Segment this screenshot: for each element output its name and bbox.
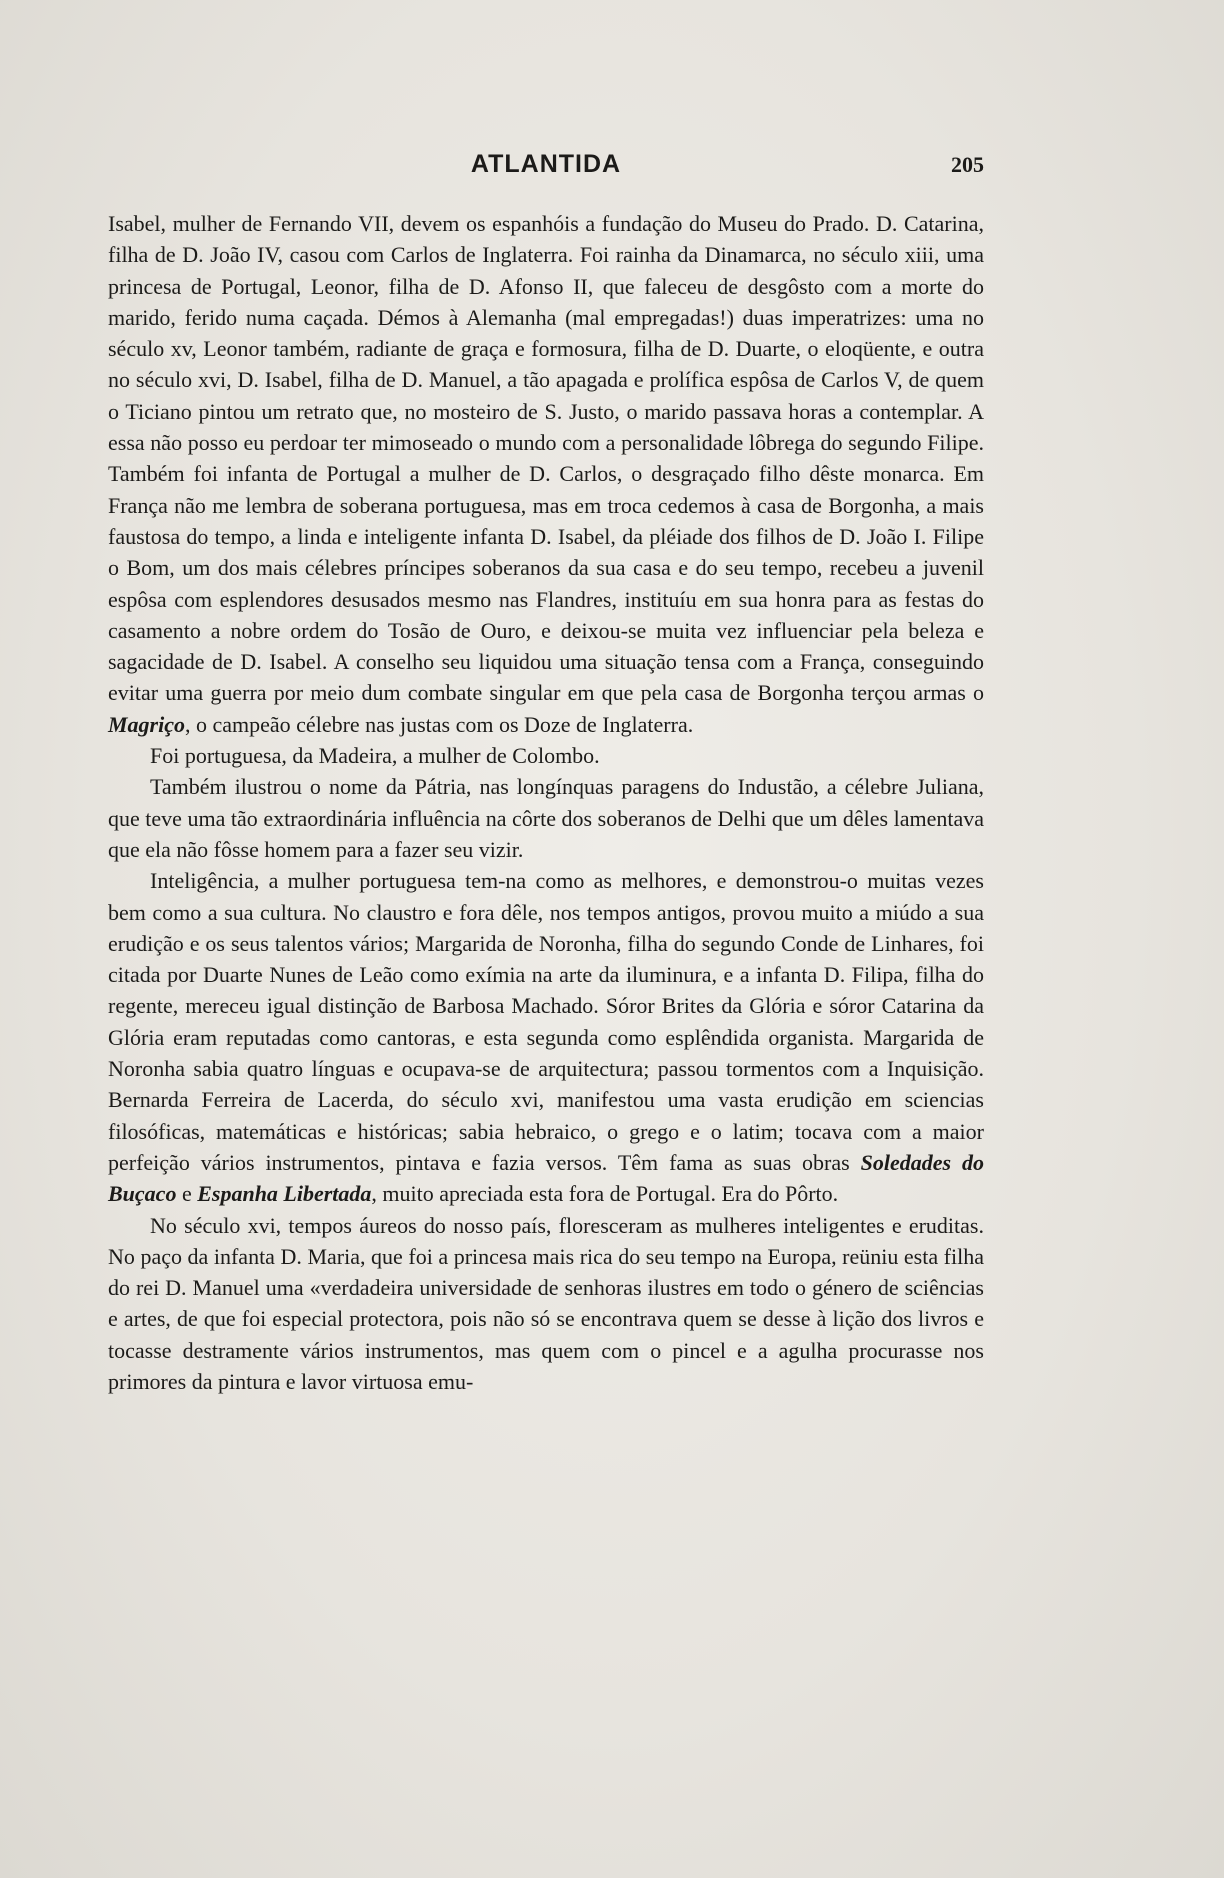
text-run: Inteligência, a mulher portuguesa tem-na como as melhores, e demonstrou-o muitas vezes bem como a sua cultura. No claustro e fora dêle, nos tempos antigos, provou muito a miúdo a sua erudição e os seus talentos vários; Margarida de Noronha, filha do segundo Conde de Linhares, foi citada por Duarte Nunes de Leão como exímia na arte da iluminura, e a infanta D. Filipa, filha do regente, mereceu igual distinção de Barbosa Machado. Sóror Brites da Glória e sóror Catarina da Glória eram reputadas como cantoras, e esta segunda como esplêndida organista. Margarida de Noronha sabia quatro línguas e ocupava-se de arquitectura; passou tormentos com a Inquisição. Bernarda Ferreira de Lacerda, do século xvi, manifestou uma vasta erudição em sciencias filosóficas, matemáticas e históricas; sabia hebraico, o grego e o latim; tocava com a maior perfeição vários instrumentos, pintava e fazia versos. Têm fama as suas obras bbox=[108, 868, 984, 1175]
paragraph bbox=[108, 1210, 984, 1398]
running-header bbox=[108, 150, 984, 190]
running-title: ATLANTIDA bbox=[470, 150, 622, 178]
text-run: , o campeão célebre nas justas com os Doze de Inglaterra. bbox=[185, 711, 694, 737]
italic-title: Soledades do Buçaco bbox=[108, 1149, 984, 1207]
page-number: 205 bbox=[951, 152, 984, 177]
italic-title: Magriço bbox=[108, 711, 185, 737]
body-text bbox=[108, 208, 984, 1397]
italic-title: Espanha Libertada bbox=[197, 1181, 372, 1207]
paragraph bbox=[108, 771, 984, 865]
paragraph bbox=[108, 208, 984, 740]
paragraph bbox=[108, 865, 984, 1209]
text-run: Isabel, mulher de Fernando VII, devem os espanhóis a fundação do Museu do Prado. D. Catarina, filha de D. João IV, casou com Carlos de Inglaterra. Foi rainha da Dinamarca, no século xiii, uma princesa de Portugal, Leonor, filha de D. Afonso II, que faleceu de desgôsto com a morte do marido, ferido numa caçada. Démos à Alemanha (mal empregadas!) duas imperatrizes: uma no século xv, Leonor também, radiante de graça e formosura, filha de D. Duarte, o eloqüente, e outra no século xvi, D. Isabel, filha de D. Manuel, a tão apagada e prolífica espôsa de Carlos V, de quem o Ticiano pintou um retrato que, no mosteiro de S. Justo, o marido passava horas a contemplar. A essa não posso eu perdoar ter mimoseado o mundo com a personalidade lôbrega do segundo Filipe. Também foi infanta de Portugal a mulher de D. Carlos, o desgraçado filho dêste monarca. Em França não me lembra de soberana portuguesa, mas em troca cedemos à casa de Borgonha, a mais faustosa do tempo, a linda e inteligente infanta D. Isabel, da pléiade dos filhos de D. João I. Filipe o Bom, um dos mais célebres príncipes soberanos da sua casa e do seu tempo, recebeu a juvenil espôsa com esplendores desusados mesmo nas Flandres, instituíu em sua honra para as festas do casamento a nobre ordem do Tosão de Ouro, e deixou-se muita vez influenciar pela beleza e sagacidade de D. Isabel. A conselho seu liquidou uma situação tensa com a França, conseguindo evitar uma guerra por meio dum combate singular em que pela casa de Borgonha terçou armas o bbox=[108, 211, 984, 706]
text-run: e bbox=[176, 1181, 198, 1207]
paragraph bbox=[108, 740, 984, 771]
text-run: , muito apreciada esta fora de Portugal. Era do Pôrto. bbox=[371, 1181, 839, 1207]
text-run: Foi portuguesa, da Madeira, a mulher de Colombo. bbox=[150, 743, 600, 769]
text-run: Também ilustrou o nome da Pátria, nas longínquas paragens do Industão, a célebre Juliana, que teve uma tão extraordinária influência na côrte dos soberanos de Delhi que um dêles lamentava que ela não fôsse homem para a fazer seu vizir. bbox=[108, 774, 984, 862]
text-run: No século xvi, tempos áureos do nosso país, floresceram as mulheres inteligentes e eruditas. No paço da infanta D. Maria, que foi a princesa mais rica do seu tempo na Europa, reüniu esta filha do rei D. Manuel uma «verdadeira universidade de senhoras ilustres em todo o género de sciências e artes, de que foi especial protectora, pois não só se encontrava quem se desse à lição dos livros e tocasse destramente vários instrumentos, mas quem com o pincel e a agulha procurasse nos primores da pintura e lavor virtuosa emu- bbox=[108, 1212, 984, 1394]
